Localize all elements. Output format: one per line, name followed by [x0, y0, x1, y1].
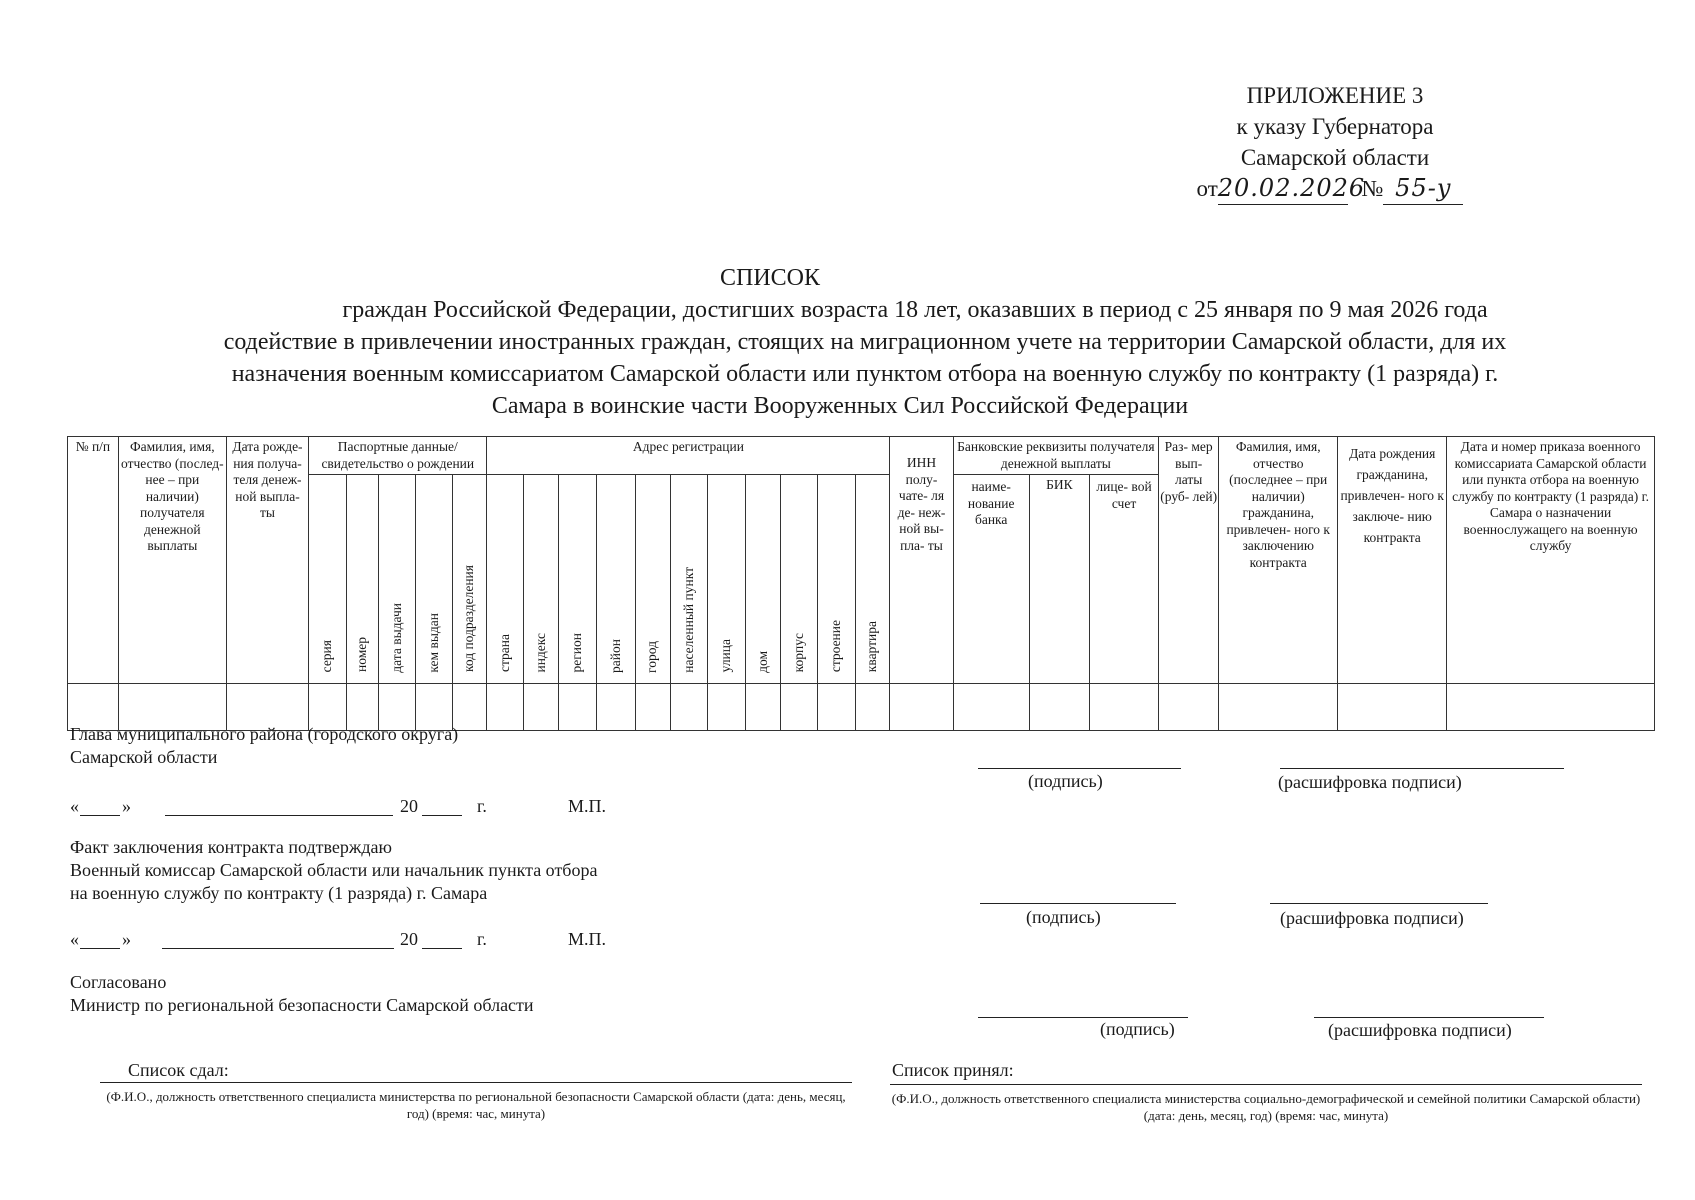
header-address-index — [524, 475, 559, 684]
header-bank-group: Банковские реквизиты получателя денежной выплаты — [953, 437, 1159, 475]
year-prefix: 20 — [400, 929, 418, 949]
year-blank — [422, 815, 462, 816]
header-passport-series-text: серия — [319, 640, 335, 673]
header-bank-bik: БИК — [1029, 475, 1089, 684]
header-passport-series — [309, 475, 347, 684]
table-cell — [1219, 684, 1338, 731]
header-recipient-birth: Дата рожде- ния получа- теля денеж- ной выпла- ты — [226, 437, 308, 684]
year-suffix: г. — [477, 796, 487, 816]
commissar-date-line — [70, 928, 670, 954]
header-address-district-text: район — [607, 638, 623, 673]
stamp-label: М.П. — [568, 929, 607, 949]
header-address-structure — [818, 475, 856, 684]
header-citizen-name: Фамилия, имя, отчество (последнее – при наличии) гражданина, привлечен- ного к заключению контракта — [1219, 437, 1338, 684]
day-blank — [80, 948, 120, 949]
table-cell — [818, 684, 856, 731]
handed-label: Список сдал: — [128, 1060, 229, 1080]
year-blank — [422, 948, 462, 949]
fact-line-1: Факт заключения контракта подтверждаю — [70, 837, 392, 857]
commissar-decoding-line — [1270, 903, 1488, 904]
header-address-building — [781, 475, 818, 684]
table-cell — [953, 684, 1029, 731]
month-blank — [162, 948, 394, 949]
header-order: Дата и номер приказа военного комиссариата Самарской области или пункта отбора на военную службу по контракту (1 разряда) г. Самара о назначении военнослужащего на военную службу — [1447, 437, 1655, 684]
header-address-street-text: улица — [718, 639, 734, 673]
heading-title: СПИСОК — [719, 265, 821, 291]
header-address-country-text: страна — [496, 634, 512, 673]
header-address-district — [597, 475, 636, 684]
appendix-title: ПРИЛОЖЕНИЕ 3 — [1246, 83, 1424, 108]
header-address-city — [635, 475, 670, 684]
header-passport-number — [346, 475, 379, 684]
table-cell — [1029, 684, 1089, 731]
commissar-signature-label: (подпись) — [1026, 907, 1101, 927]
appendix-block — [1190, 80, 1480, 205]
header-address-apartment — [855, 475, 890, 684]
quote-close: » — [122, 796, 131, 816]
heading-line-1: граждан Российской Федерации, достигших возраста 18 лет, оказавших в период с 25 января по 9 мая 2026 года — [342, 297, 1488, 323]
minister-title: Министр по региональной безопасности Самарской области — [70, 995, 534, 1015]
table-cell — [855, 684, 890, 731]
header-amount: Раз- мер вып- латы (руб- лей) — [1159, 437, 1219, 684]
header-inn — [890, 437, 953, 684]
minister-decoding-line — [1314, 1017, 1544, 1018]
minister-decoding-label: (расшифровка подписи) — [1328, 1020, 1512, 1040]
table-cell — [890, 684, 953, 731]
header-address-group: Адрес регистрации — [487, 437, 890, 475]
year-suffix: г. — [477, 929, 487, 949]
header-address-house — [745, 475, 781, 684]
header-address-building-text: корпус — [791, 633, 807, 673]
head-title-line-2: Самарской области — [70, 747, 218, 767]
quote-open: « — [70, 796, 79, 816]
head-decoding-label: (расшифровка подписи) — [1278, 772, 1462, 792]
header-address-street — [708, 475, 746, 684]
header-address-city-text: город — [644, 640, 660, 673]
head-signature-label: (подпись) — [1028, 771, 1103, 791]
table-cell — [745, 684, 781, 731]
header-address-settlement — [670, 475, 708, 684]
heading-line-4: Самара в воинские части Вооруженных Сил Российской Федерации — [491, 393, 1189, 419]
header-address-region-text: регион — [569, 633, 585, 673]
stamp-label: М.П. — [568, 796, 607, 816]
appendix-line-1: к указу Губернатора — [1236, 114, 1434, 139]
header-passport-division-code-text: код подразделения — [461, 565, 477, 673]
header-passport-issued-by — [416, 475, 453, 684]
header-address-index-text: индекс — [532, 632, 548, 673]
header-address-house-text: дом — [754, 650, 770, 673]
table-cell — [670, 684, 708, 731]
head-date-line — [70, 795, 670, 821]
number-prefix: № — [1361, 176, 1384, 201]
heading-line-2: содействие в привлечении иностранных граждан, стоящих на миграционном учете на территории Самарской области, для их — [223, 329, 1507, 355]
received-label: Список принял: — [892, 1060, 1014, 1080]
fact-line-3: на военную службу по контракту (1 разряда) г. Самара — [70, 883, 488, 903]
agreed-block — [70, 971, 790, 1017]
table-header-row-1 — [68, 437, 1655, 475]
header-passport-issue-date-text: дата выдачи — [389, 602, 404, 673]
day-blank — [80, 815, 120, 816]
head-decoding-line — [1280, 768, 1564, 769]
date-handwritten: 20.02.2026 — [1218, 173, 1348, 205]
header-recipient-name: Фамилия, имя, отчество (послед- нее – при наличии) получателя денежной выплаты — [118, 437, 226, 684]
header-passport-number-text: номер — [354, 637, 370, 673]
header-passport-issue-date — [379, 475, 416, 684]
header-address-country — [487, 475, 524, 684]
header-passport-division-code — [452, 475, 487, 684]
header-bank-account: лице- вой счет — [1089, 475, 1158, 684]
heading-line-3: назначения военным комиссариатом Самарской области или пунктом отбора на военную службу по контракту (1 разряда) г. — [231, 361, 1499, 387]
document-heading — [60, 262, 1660, 422]
header-number: № п/п — [68, 437, 119, 684]
header-citizen-birth: Дата рождения гражданина, привлечен- ного к заключе- нию контракта — [1338, 437, 1447, 684]
fact-line-2: Военный комиссар Самарской области или начальник пункта отбора — [70, 860, 598, 880]
minister-signature-label: (подпись) — [1100, 1019, 1175, 1039]
commissar-decoding-label: (расшифровка подписи) — [1280, 908, 1464, 928]
commissar-signature-line — [980, 903, 1176, 904]
table-cell — [781, 684, 818, 731]
citizens-table — [67, 436, 1655, 731]
header-address-settlement-text: населенный пункт — [680, 566, 696, 673]
table-cell — [1159, 684, 1219, 731]
table-cell — [708, 684, 746, 731]
appendix-date-number — [1180, 173, 1480, 205]
header-address-structure-text: строение — [828, 620, 844, 673]
head-title-line-1: Глава муниципального района (городского округа) — [70, 724, 459, 744]
table-cell — [1089, 684, 1158, 731]
header-address-region — [558, 475, 597, 684]
year-prefix: 20 — [400, 796, 418, 816]
date-prefix: от — [1196, 176, 1218, 201]
handed-line — [100, 1082, 852, 1083]
table-cell — [1338, 684, 1447, 731]
appendix-line-2: Самарской области — [1240, 145, 1430, 170]
received-line — [890, 1084, 1642, 1085]
table-cell — [1447, 684, 1655, 731]
head-signature-line — [978, 768, 1181, 769]
header-inn-text: ИНН полу- чате- ля де- неж- ной вы- пла- ты — [897, 455, 946, 553]
header-passport-group: Паспортные данные/ свидетельство о рождении — [309, 437, 487, 475]
month-blank — [165, 815, 393, 816]
commissar-signature-block — [70, 836, 790, 905]
agreed-label: Согласовано — [70, 972, 167, 992]
header-bank-name: наиме- нование банка — [953, 475, 1029, 684]
header-passport-issued-by-text: кем выдан — [425, 612, 441, 673]
handed-note: (Ф.И.О., должность ответственного специалиста министерства по региональной безопасности Самарской области (дата: день, месяц, год) (время: час, минута) — [106, 1089, 846, 1121]
received-note: (Ф.И.О., должность ответственного специалиста министерства социально-демографической и семейной политики Самарской области) (дата: день, месяц, год) (время: час, минута) — [891, 1091, 1641, 1123]
quote-open: « — [70, 929, 79, 949]
quote-close: » — [122, 929, 131, 949]
number-handwritten: 55-у — [1383, 173, 1463, 205]
head-signature-block — [70, 723, 670, 769]
header-address-apartment-text: квартира — [864, 621, 880, 673]
